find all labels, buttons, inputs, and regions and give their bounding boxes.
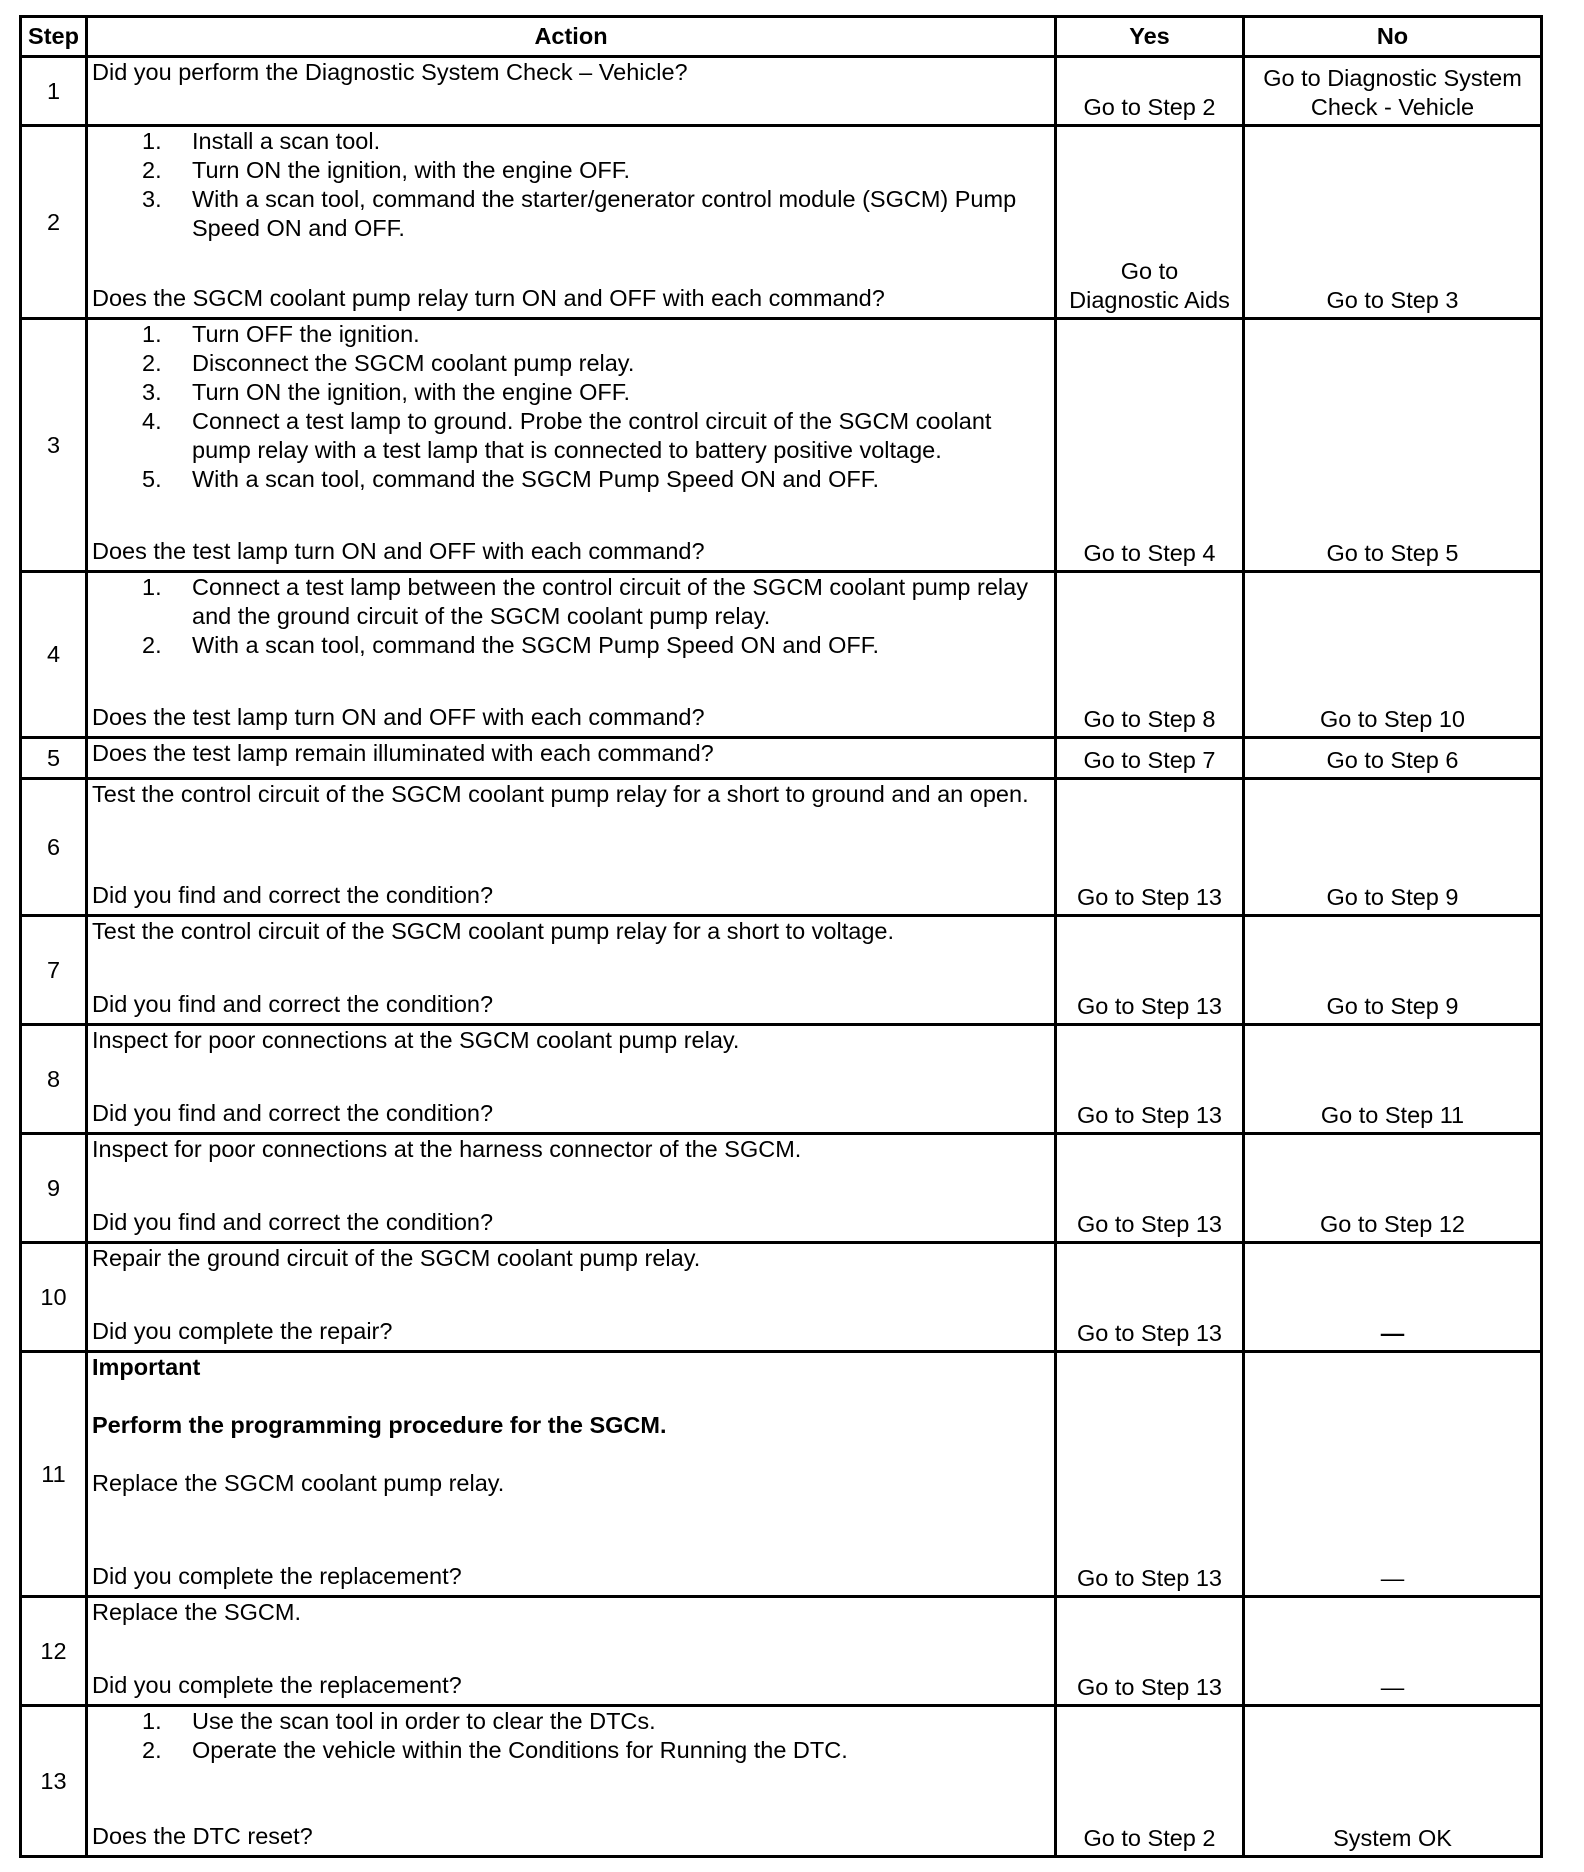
- list-item: 3. With a scan tool, command the starter/generator control module (SGCM) Pump Speed ON and OFF.: [142, 186, 1017, 241]
- table-row: [21, 916, 1542, 1025]
- header-row: [21, 17, 1542, 57]
- step-number: 1: [21, 57, 87, 126]
- list-item: 2. Operate the vehicle within the Conditions for Running the DTC.: [142, 1737, 848, 1763]
- action-question: Did you complete the repair?: [92, 1318, 393, 1344]
- step-number: 7: [21, 916, 87, 1025]
- action-question: Did you find and correct the condition?: [92, 1100, 494, 1126]
- list-item: 1. Turn OFF the ignition.: [142, 321, 420, 347]
- no-cell: Go to Step 12: [1244, 1134, 1542, 1243]
- list-item: 1. Install a scan tool.: [142, 128, 381, 154]
- action-question: Does the DTC reset?: [92, 1823, 313, 1849]
- list-item: 5. With a scan tool, command the SGCM Pump Speed ON and OFF.: [142, 466, 880, 492]
- no-cell: Go to Step 10: [1244, 572, 1542, 738]
- yes-line: Go to: [1120, 258, 1179, 284]
- action-cell: [87, 916, 1056, 1025]
- list-item: 2. Disconnect the SGCM coolant pump relay.: [142, 350, 635, 376]
- step-number: 4: [21, 572, 87, 738]
- action-question: Does the test lamp turn ON and OFF with each command?: [92, 538, 705, 564]
- yes-cell: Go to Step 13: [1056, 1352, 1244, 1597]
- yes-cell: Go to Step 13: [1056, 779, 1244, 916]
- diagnostic-table: [19, 15, 1543, 1858]
- no-cell: [1244, 57, 1542, 126]
- header-step: Step: [21, 17, 87, 57]
- action-cell: [87, 572, 1056, 738]
- action-text: Inspect for poor connections at the harness connector of the SGCM.: [92, 1136, 802, 1162]
- action-text: Test the control circuit of the SGCM coolant pump relay for a short to ground and an open.: [92, 781, 1029, 807]
- list-item: 2. With a scan tool, command the SGCM Pump Speed ON and OFF.: [142, 632, 880, 658]
- action-text: Did you perform the Diagnostic System Check – Vehicle?: [92, 59, 688, 85]
- action-cell: [87, 1706, 1056, 1857]
- action-cell: [87, 1597, 1056, 1706]
- no-cell: Go to Step 5: [1244, 319, 1542, 572]
- action-cell: [87, 1134, 1056, 1243]
- step-number: 12: [21, 1597, 87, 1706]
- step-number: 6: [21, 779, 87, 916]
- action-steps-list: [92, 127, 1050, 243]
- table-row: [21, 1706, 1542, 1857]
- step-number: 2: [21, 126, 87, 319]
- action-question: Did you find and correct the condition?: [92, 991, 494, 1017]
- action-text: Inspect for poor connections at the SGCM coolant pump relay.: [92, 1027, 740, 1053]
- yes-cell: Go to Step 13: [1056, 1025, 1244, 1134]
- yes-cell: Go to Step 13: [1056, 916, 1244, 1025]
- no-cell: System OK: [1244, 1706, 1542, 1857]
- table-row: [21, 126, 1542, 319]
- header-action: Action: [87, 17, 1056, 57]
- no-cell: Go to Step 9: [1244, 916, 1542, 1025]
- action-text: Does the test lamp remain illuminated with each command?: [92, 740, 714, 766]
- action-text: Test the control circuit of the SGCM coolant pump relay for a short to voltage.: [92, 918, 894, 944]
- yes-cell: Go to Step 4: [1056, 319, 1244, 572]
- action-cell: [87, 319, 1056, 572]
- action-cell: [87, 779, 1056, 916]
- action-cell: [87, 1243, 1056, 1352]
- action-cell: [87, 738, 1056, 779]
- table-row: [21, 319, 1542, 572]
- no-line: Check - Vehicle: [1310, 94, 1475, 120]
- yes-cell: Go to Step 13: [1056, 1134, 1244, 1243]
- yes-cell: Go to Step 13: [1056, 1243, 1244, 1352]
- yes-cell: Go to Step 2: [1056, 1706, 1244, 1857]
- no-line: Go to Diagnostic System: [1263, 65, 1522, 91]
- no-cell: Go to Step 11: [1244, 1025, 1542, 1134]
- action-steps-list: [92, 1707, 1050, 1765]
- action-text: Replace the SGCM coolant pump relay.: [92, 1470, 505, 1496]
- step-number: 3: [21, 319, 87, 572]
- important-text: Perform the programming procedure for the SGCM.: [92, 1412, 667, 1438]
- table-row: [21, 779, 1542, 916]
- no-cell: Go to Step 3: [1244, 126, 1542, 319]
- table-row: [21, 1243, 1542, 1352]
- action-question: Did you find and correct the condition?: [92, 882, 494, 908]
- list-item: 1. Connect a test lamp between the control circuit of the SGCM coolant pump relay and the ground circuit of the SGCM coolant pump relay.: [142, 574, 1028, 629]
- step-number: 9: [21, 1134, 87, 1243]
- yes-cell: Go to Step 13: [1056, 1597, 1244, 1706]
- action-question: Did you find and correct the condition?: [92, 1209, 494, 1235]
- list-item: 3. Turn ON the ignition, with the engine OFF.: [142, 379, 631, 405]
- list-item: 4. Connect a test lamp to ground. Probe the control circuit of the SGCM coolant pump relay with a test lamp that is connected to battery positive voltage.: [142, 408, 992, 463]
- table-row: [21, 1025, 1542, 1134]
- action-steps-list: [92, 320, 1050, 494]
- action-cell: [87, 1025, 1056, 1134]
- action-cell: [87, 57, 1056, 126]
- action-cell: [87, 126, 1056, 319]
- step-number: 13: [21, 1706, 87, 1857]
- action-cell: [87, 1352, 1056, 1597]
- diagnostic-table-container: [19, 15, 1540, 1858]
- no-cell: —: [1244, 1243, 1542, 1352]
- no-cell: Go to Step 6: [1244, 738, 1542, 779]
- table-row: [21, 1597, 1542, 1706]
- table-row: [21, 1134, 1542, 1243]
- table-row: [21, 572, 1542, 738]
- yes-cell: Go to Step 7: [1056, 738, 1244, 779]
- action-question: Does the SGCM coolant pump relay turn ON and OFF with each command?: [92, 285, 885, 311]
- table-row: [21, 57, 1542, 126]
- yes-cell: [1056, 126, 1244, 319]
- no-cell: —: [1244, 1352, 1542, 1597]
- list-item: 1. Use the scan tool in order to clear the DTCs.: [142, 1708, 656, 1734]
- action-text: Replace the SGCM.: [92, 1599, 301, 1625]
- action-question: Did you complete the replacement?: [92, 1563, 462, 1589]
- step-number: 10: [21, 1243, 87, 1352]
- action-question: Did you complete the replacement?: [92, 1672, 462, 1698]
- yes-line: Diagnostic Aids: [1069, 287, 1230, 313]
- step-number: 8: [21, 1025, 87, 1134]
- no-cell: —: [1244, 1597, 1542, 1706]
- important-label: Important: [92, 1354, 201, 1380]
- yes-cell: Go to Step 2: [1056, 57, 1244, 126]
- table-row: [21, 1352, 1542, 1597]
- step-number: 5: [21, 738, 87, 779]
- no-cell: Go to Step 9: [1244, 779, 1542, 916]
- step-number: 11: [21, 1352, 87, 1597]
- header-no: No: [1244, 17, 1542, 57]
- list-item: 2. Turn ON the ignition, with the engine OFF.: [142, 157, 631, 183]
- action-question: Does the test lamp turn ON and OFF with each command?: [92, 704, 705, 730]
- table-row: [21, 738, 1542, 779]
- action-text: Repair the ground circuit of the SGCM coolant pump relay.: [92, 1245, 701, 1271]
- action-steps-list: [92, 573, 1050, 660]
- yes-cell: Go to Step 8: [1056, 572, 1244, 738]
- header-yes: Yes: [1056, 17, 1244, 57]
